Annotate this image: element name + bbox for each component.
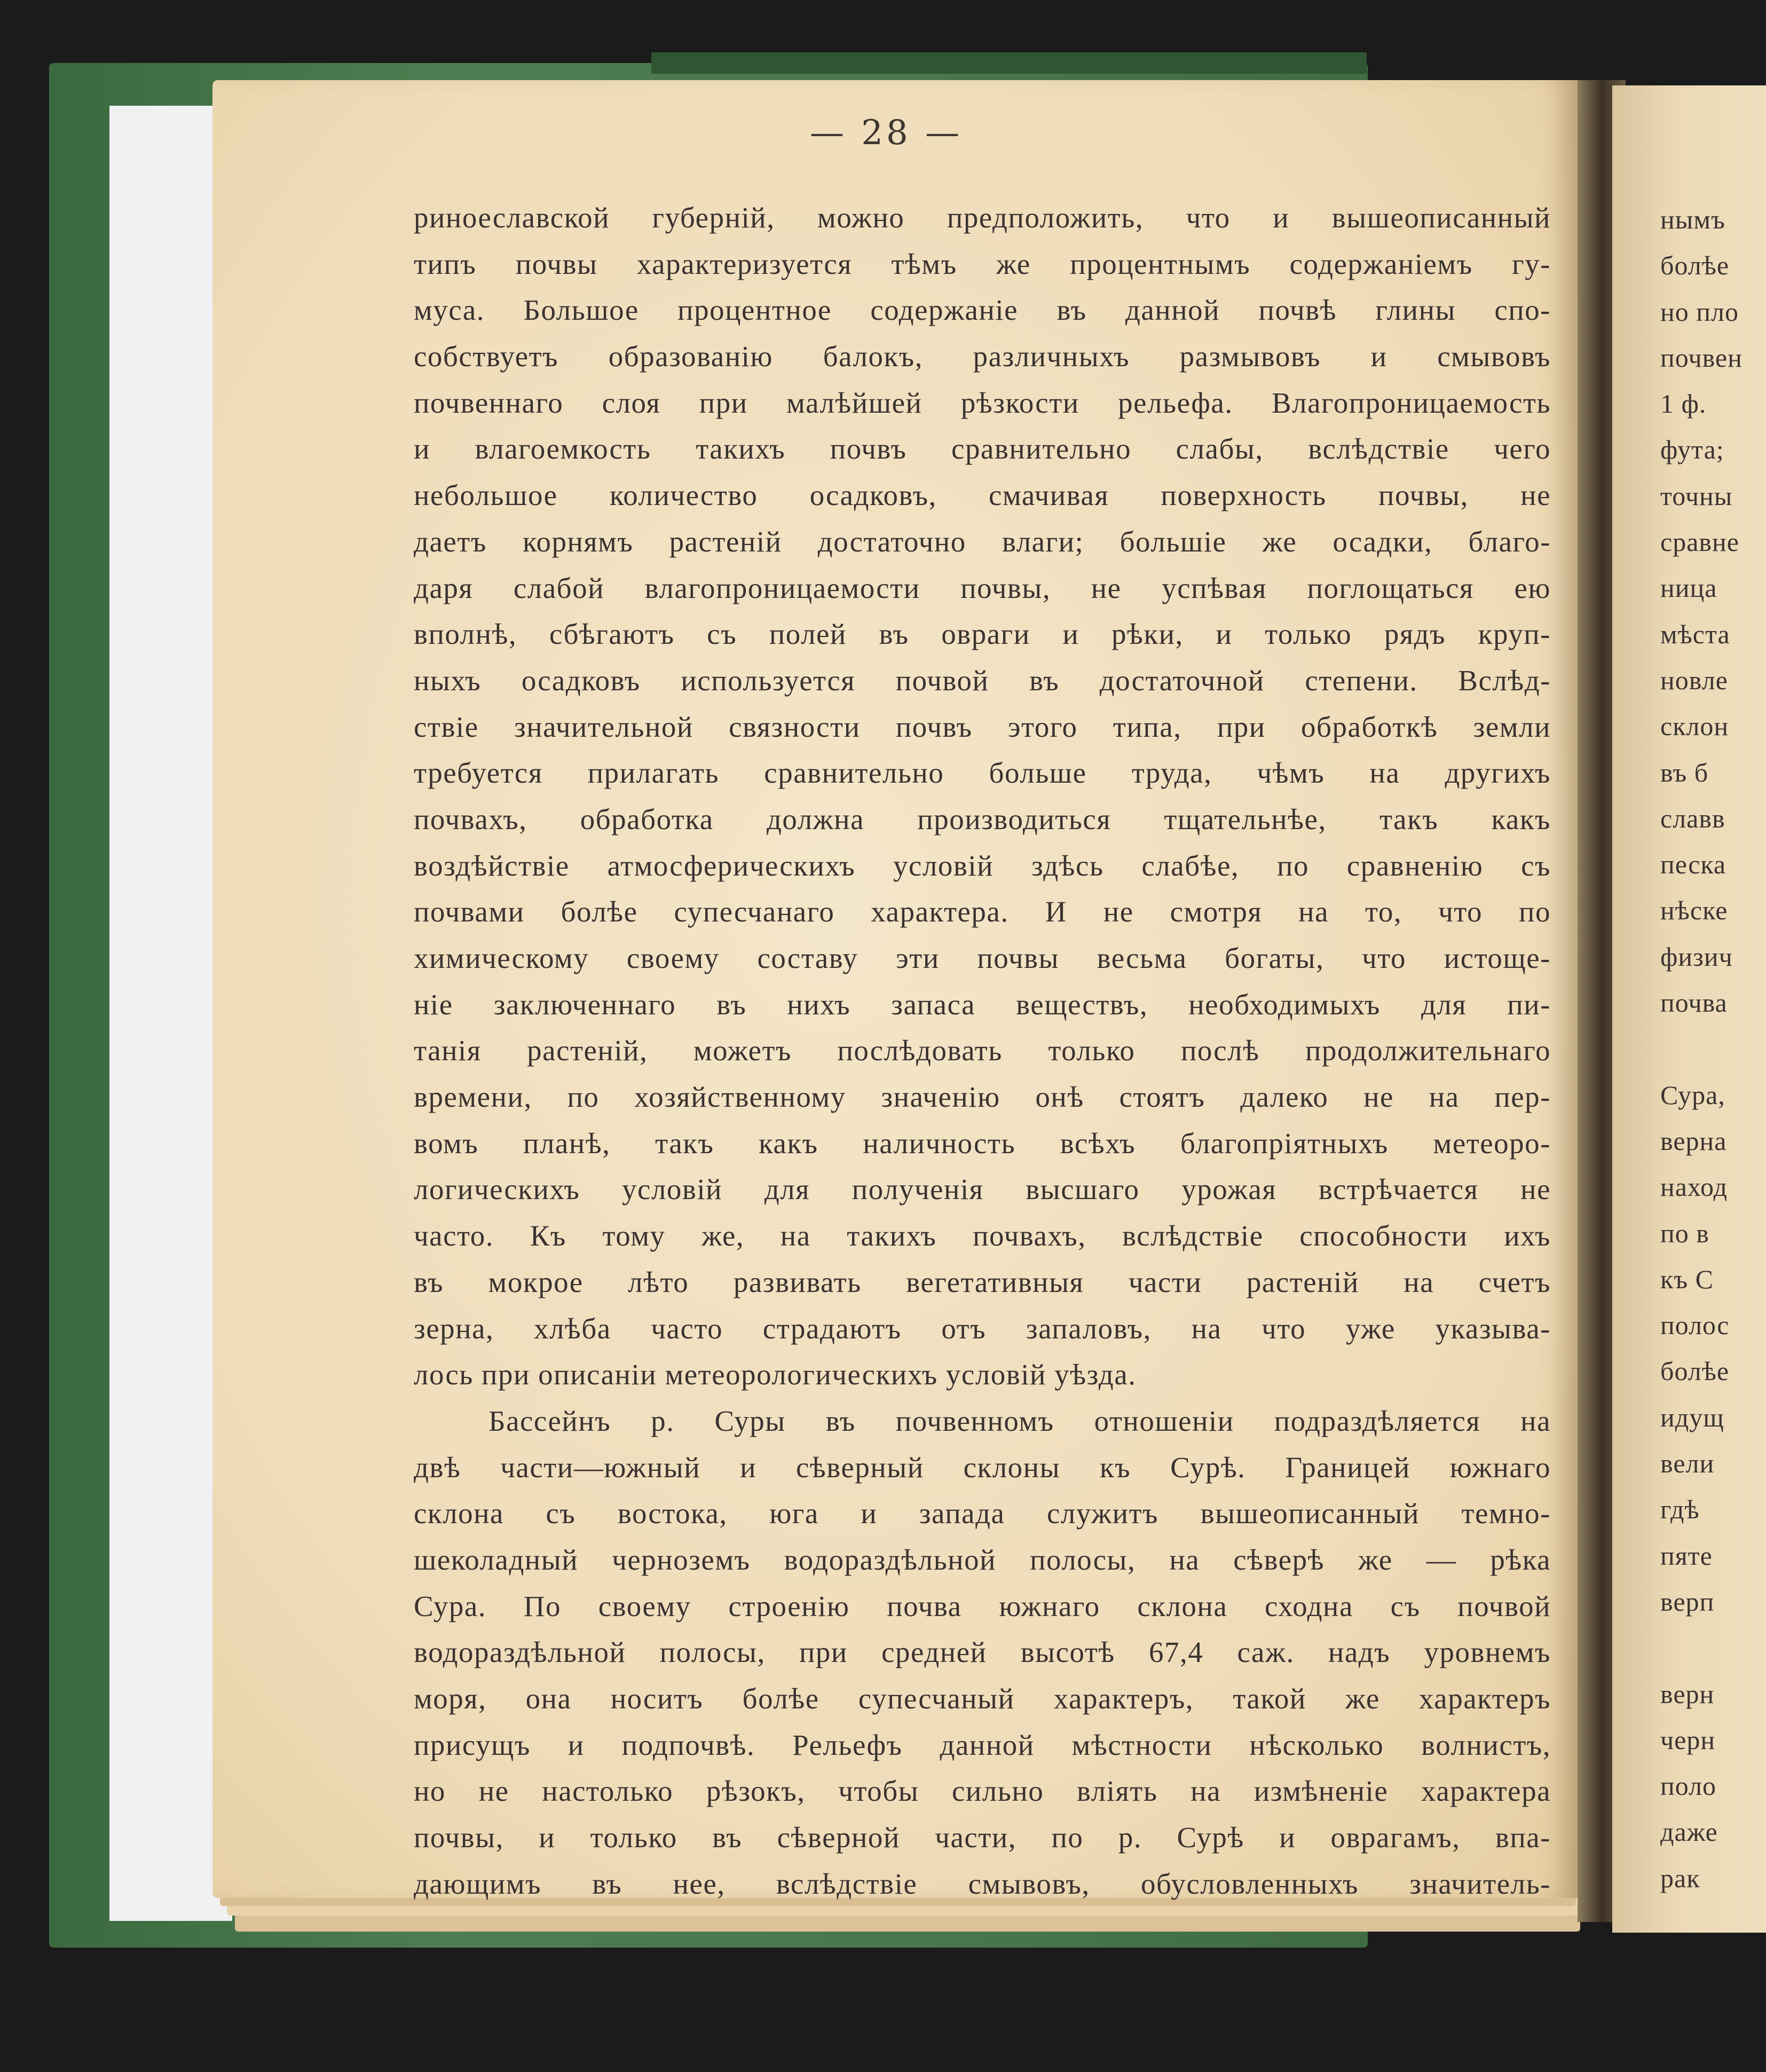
text-line: зерна, хлѣба часто страдаютъ отъ запаловъ, на что уже указыва- xyxy=(414,1312,1551,1345)
facing-text-line: вели xyxy=(1660,1448,1715,1479)
facing-text-line: наход xyxy=(1660,1172,1728,1202)
text-line: въ мокрое лѣто развивать вегетативныя части растеній на счетъ xyxy=(414,1265,1551,1298)
text-line: танія растеній, можетъ послѣдовать только послѣ продолжительнаго xyxy=(414,1034,1551,1067)
text-line: водораздѣльной полосы, при средней высотѣ 67,4 саж. надъ уровнемъ xyxy=(414,1636,1551,1669)
text-line: Сура. По своему строенію почва южнаго склона сходна съ почвой xyxy=(414,1589,1551,1622)
text-line: склона съ востока, юга и запада служитъ вышеописанный темно- xyxy=(414,1497,1551,1530)
text-line: почвами болѣе супесчанаго характера. И не смотря на то, что по xyxy=(414,895,1551,928)
facing-text-line: но пло xyxy=(1660,296,1739,327)
facing-text-line: почва xyxy=(1660,988,1728,1018)
facing-text-line: пяте xyxy=(1660,1540,1713,1571)
facing-text-line: болѣе xyxy=(1660,250,1730,281)
facing-text-line: фута; xyxy=(1660,435,1724,465)
facing-text-line: нымъ xyxy=(1660,204,1725,234)
text-line: почвахъ, обработка должна производиться тщательнѣе, такъ какъ xyxy=(414,802,1551,836)
facing-text-line: къ С xyxy=(1660,1264,1714,1294)
facing-text-line: сравне xyxy=(1660,527,1739,557)
text-line: вполнѣ, сбѣгаютъ съ полей въ овраги и рѣки, и только рядъ круп- xyxy=(414,618,1551,651)
text-line: логическихъ условій для полученія высшаго урожая встрѣчается не xyxy=(414,1173,1551,1206)
facing-text-line: поло xyxy=(1660,1771,1717,1801)
text-line: ствіе значительной связности почвъ этого типа, при обработкѣ земли xyxy=(414,710,1551,743)
facing-text-line: мѣста xyxy=(1660,619,1730,649)
page-body-text xyxy=(414,195,1551,1900)
text-line: даря слабой влагопроницаемости почвы, не успѣвая поглощаться ею xyxy=(414,571,1551,604)
text-line: лось при описаніи метеорологическихъ условій уѣзда. xyxy=(414,1358,1137,1391)
text-line: Бассейнъ р. Суры въ почвенномъ отношеніи подраздѣляется на xyxy=(488,1404,1551,1437)
facing-text-line: верп xyxy=(1660,1586,1715,1617)
facing-text-line: гдѣ xyxy=(1660,1494,1700,1525)
facing-text-line: по в xyxy=(1660,1218,1709,1248)
text-line: но не настолько рѣзокъ, чтобы сильно вліять на измѣненіе характера xyxy=(414,1775,1551,1808)
facing-page-text xyxy=(1660,196,1766,1958)
text-line: химическому своему составу эти почвы весьма богаты, что истоще- xyxy=(414,942,1551,974)
text-line: и влагоемкость такихъ почвъ сравнительно слабы, вслѣдствіе чего xyxy=(414,432,1551,466)
text-line: вомъ планѣ, такъ какъ наличность всѣхъ благопріятныхъ метеоро- xyxy=(414,1126,1551,1160)
cover-top-edge xyxy=(651,52,1367,74)
facing-text-line xyxy=(1660,1026,1766,1072)
facing-text-line: верн xyxy=(1660,1679,1715,1709)
facing-text-line: полос xyxy=(1660,1310,1730,1341)
text-line: часто. Къ тому же, на такихъ почвахъ, вслѣдствіе способности ихъ xyxy=(414,1219,1551,1252)
text-line: риноеславской губерній, можно предположить, что и вышеописанный xyxy=(414,201,1551,234)
facing-text-line: Сура, xyxy=(1660,1080,1725,1110)
text-line: почвы, и только въ сѣверной части, по р. Сурѣ и оврагамъ, впа- xyxy=(414,1821,1551,1854)
facing-text-line: ница xyxy=(1660,573,1717,603)
text-line: дающимъ въ нее, вслѣдствіе смывовъ, обусловленныхъ значитель- xyxy=(414,1867,1551,1900)
facing-text-line: новле xyxy=(1660,665,1728,695)
text-line: типъ почвы характеризуется тѣмъ же процентнымъ содержаніемъ гу- xyxy=(414,247,1551,280)
facing-text-line: славв xyxy=(1660,803,1725,833)
facing-text-line: черн xyxy=(1660,1724,1716,1755)
facing-text-line xyxy=(1660,1625,1766,1671)
text-line: времени, по хозяйственному значенію онѣ стоятъ далеко не на пер- xyxy=(414,1081,1551,1114)
facing-text-line: даже xyxy=(1660,1817,1718,1847)
facing-text-line: песка xyxy=(1660,849,1726,880)
text-line: шеколадный черноземъ водораздѣльной полосы, на сѣверѣ же — рѣка xyxy=(414,1543,1551,1576)
facing-text-line: точны xyxy=(1660,480,1733,511)
facing-text-line: идущ xyxy=(1660,1402,1724,1432)
text-line: присущъ и подпочвѣ. Рельефъ данной мѣстности нѣсколько волнистъ, xyxy=(414,1728,1551,1761)
facing-text-line: верна xyxy=(1660,1125,1727,1156)
facing-text-line: физич xyxy=(1660,941,1733,972)
text-line: моря, она носитъ болѣе супесчаный характеръ, такой же характеръ xyxy=(414,1682,1551,1715)
facing-text-line: 1 ф. xyxy=(1660,389,1707,419)
text-line: муса. Большое процентное содержаніе въ данной почвѣ глины спо- xyxy=(414,294,1551,327)
text-line: ніе заключеннаго въ нихъ запаса веществъ, необходимыхъ для пи- xyxy=(414,988,1551,1021)
text-line: даетъ корнямъ растеній достаточно влаги; большіе же осадки, благо- xyxy=(414,525,1551,558)
text-line: требуется прилагать сравнительно больше труда, чѣмъ на другихъ xyxy=(414,757,1551,790)
text-line: собствуетъ образованію балокъ, различныхъ размывовъ и смывовъ xyxy=(414,340,1551,373)
facing-text-line: склон xyxy=(1660,711,1729,742)
text-line: двѣ части—южный и сѣверный склоны къ Сурѣ. Границей южнаго xyxy=(414,1451,1551,1484)
facing-text-line: нѣске xyxy=(1660,895,1728,926)
text-line: небольшое количество осадковъ, смачивая поверхность почвы, не xyxy=(414,479,1551,512)
facing-text-line: болѣе xyxy=(1660,1356,1730,1386)
facing-text-line: почвен xyxy=(1660,342,1743,373)
text-line: ныхъ осадковъ используется почвой въ достаточной степени. Вслѣд- xyxy=(414,664,1551,697)
facing-text-line: въ б xyxy=(1660,757,1709,787)
text-line: воздѣйствіе атмосферическихъ условій здѣсь слабѣе, по сравненію съ xyxy=(414,849,1551,882)
facing-text-line: рак xyxy=(1660,1863,1700,1893)
page-number: — 28 — xyxy=(809,113,963,153)
text-line: почвеннаго слоя при малѣйшей рѣзкости рельефа. Влагопроницаемость xyxy=(414,386,1551,419)
